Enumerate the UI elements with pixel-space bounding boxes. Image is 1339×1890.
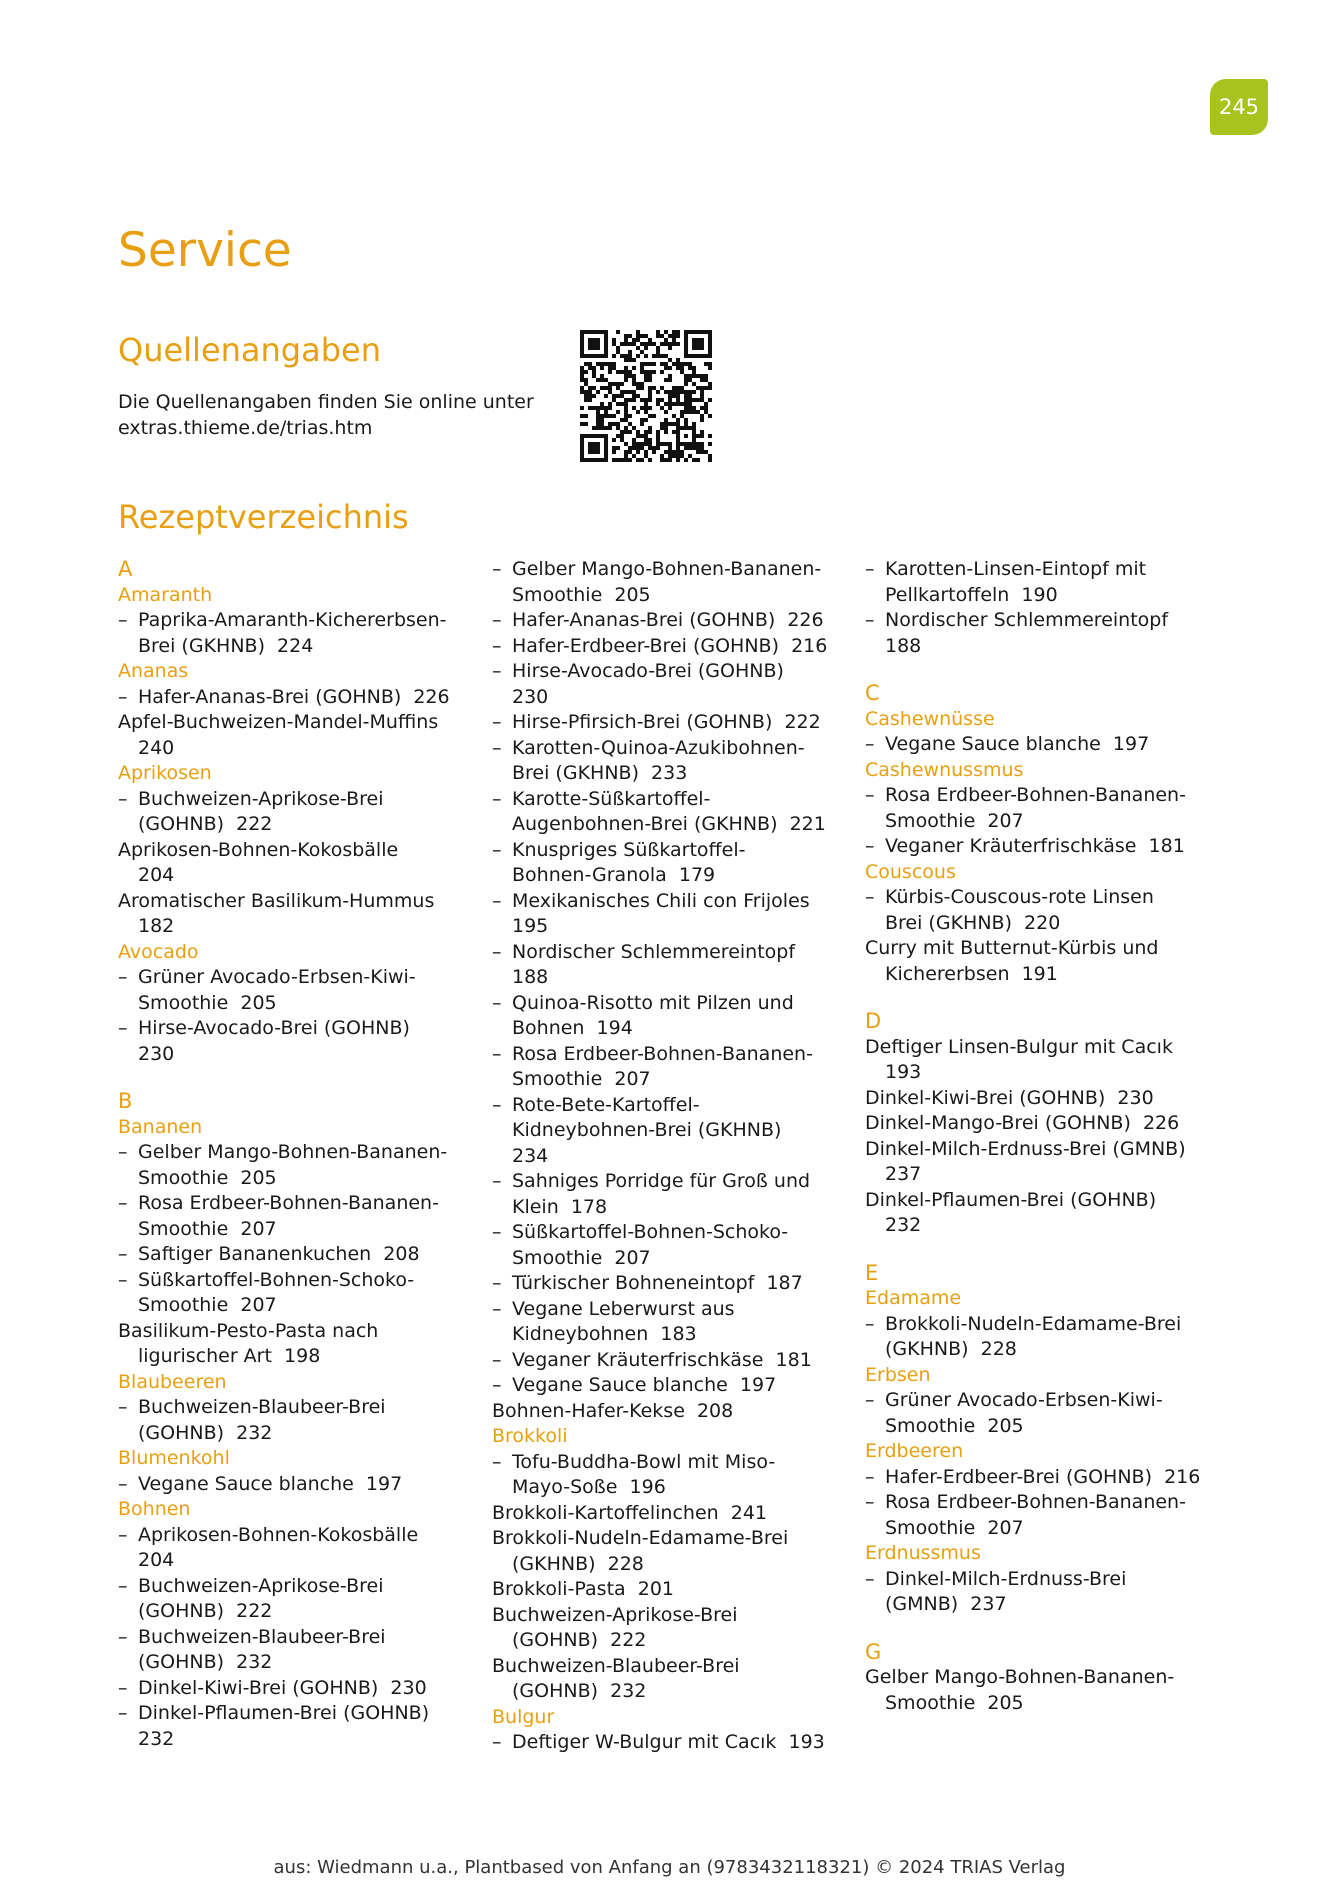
index-keyword: Brokkoli [492, 1425, 568, 1447]
index-keyword: Erdnussmus [865, 1542, 981, 1564]
index-entry-line: Curry mit Butternut-Kürbis und [865, 937, 1159, 959]
index-entry-line: (GOHNB) 222 [512, 1629, 647, 1651]
index-letter: A [118, 557, 133, 581]
index-entry-line: Smoothie 205 [138, 991, 277, 1014]
index-subentry [118, 1523, 478, 1574]
dash-bullet: – [865, 1312, 875, 1335]
index-entry-line: Hafer-Ananas-Brei (GOHNB) 226 [512, 609, 824, 631]
dash-bullet: – [865, 886, 875, 908]
dash-bullet: – [492, 736, 502, 759]
index-entry-line: Brei (GKHNB) 233 [512, 762, 688, 784]
index-entry-line: Dinkel-Pflaumen-Brei (GOHNB) [138, 1702, 430, 1724]
index-entry-line: Vegane Sauce blanche 197 [138, 1472, 403, 1495]
index-subentry [865, 1388, 1225, 1439]
index-heading: Rezeptverzeichnis [118, 498, 409, 536]
index-entry-line: Buchweizen-Blaubeer-Brei [138, 1625, 386, 1648]
index-subentry [865, 1465, 1225, 1491]
index-entry [865, 1188, 1225, 1239]
index-entry-line: (GOHNB) 232 [138, 1421, 273, 1444]
index-entry-line: Quinoa-Risotto mit Pilzen und [512, 991, 794, 1014]
dash-bullet: – [492, 1297, 502, 1320]
index-entry-line: (GOHNB) 232 [138, 1651, 273, 1673]
dash-bullet: – [865, 1491, 875, 1513]
index-keyword: Ananas [118, 660, 189, 682]
index-entry-line: Smoothie 207 [885, 1516, 1024, 1539]
index-subentry [118, 1395, 478, 1446]
index-entry-line: Kidneybohnen-Brei (GKHNB) [512, 1119, 782, 1141]
index-subentry [492, 940, 852, 991]
index-entry-line: Veganer Kräuterfrischkäse 181 [512, 1348, 812, 1371]
index-entry-line: Knuspriges Süßkartoffel- [512, 838, 746, 861]
index-subentry [118, 1016, 478, 1067]
index-subentry [492, 1373, 852, 1399]
index-letter: D [865, 1009, 882, 1033]
index-subentry [492, 1450, 852, 1501]
index-keyword: Avocado [118, 940, 199, 963]
qr-code-icon[interactable] [580, 330, 712, 462]
index-entry-line: Kidneybohnen 183 [512, 1323, 697, 1345]
index-entry-line: 188 [885, 634, 922, 657]
dash-bullet: – [865, 558, 875, 580]
index-keyword: Blaubeeren [118, 1370, 227, 1393]
index-entry-line: Buchweizen-Blaubeer-Brei [492, 1654, 740, 1677]
index-entry-line: Rote-Bete-Kartoffel- [512, 1093, 700, 1116]
index-entry-line: Bohnen-Granola 179 [512, 864, 716, 886]
index-subentry [865, 732, 1225, 758]
index-subentry [118, 1191, 478, 1242]
index-entry-line: Veganer Kräuterfrischkäse 181 [885, 835, 1185, 857]
dash-bullet: – [118, 1625, 128, 1648]
dash-bullet: – [492, 991, 502, 1014]
index-entry-line: Deftiger W-Bulgur mit Cacık 193 [512, 1731, 825, 1753]
index-subentry [492, 634, 852, 660]
index-keyword: Edamame [865, 1287, 962, 1309]
index-keyword: Aprikosen [118, 762, 212, 784]
index-subentry [118, 1268, 478, 1319]
index-keyword: Bulgur [492, 1705, 555, 1728]
index-entry-line: Süßkartoffel-Bohnen-Schoko- [512, 1221, 789, 1243]
index-entry-line: Vegane Leberwurst aus [512, 1297, 735, 1320]
index-subentry [865, 1567, 1225, 1618]
index-entry-line: Rosa Erdbeer-Bohnen-Bananen- [512, 1042, 813, 1065]
index-subentry [492, 1271, 852, 1297]
index-entry-line: 182 [138, 915, 175, 937]
dash-bullet: – [492, 1042, 502, 1065]
index-entry-line: Paprika-Amaranth-Kichererbsen- [138, 609, 447, 631]
index-entry [492, 1501, 852, 1527]
dash-bullet: – [492, 1450, 502, 1473]
index-subentry [118, 1701, 478, 1752]
dash-bullet: – [118, 1141, 128, 1163]
index-entry-line: Buchweizen-Aprikose-Brei [138, 1574, 384, 1597]
index-entry-line: 234 [512, 1144, 549, 1167]
index-subentry [492, 659, 852, 710]
index-entry-line: 240 [138, 736, 175, 759]
index-entry [492, 1603, 852, 1654]
index-entry [865, 936, 1225, 987]
index-entry-line: Buchweizen-Aprikose-Brei [138, 787, 384, 810]
index-entry-line: Tofu-Buddha-Bowl mit Miso- [512, 1450, 776, 1473]
index-entry-line: Smoothie 207 [138, 1294, 277, 1316]
index-entry-line: (GOHNB) 222 [138, 813, 273, 835]
index-entry-line: Vegane Sauce blanche 197 [512, 1374, 777, 1396]
dash-bullet: – [118, 1574, 128, 1597]
dash-bullet: – [118, 1396, 128, 1418]
dash-bullet: – [865, 1389, 875, 1411]
index-entry-line: Vegane Sauce blanche 197 [885, 733, 1150, 755]
index-subentry [118, 965, 478, 1016]
index-column-2 [492, 557, 852, 1756]
dash-bullet: – [492, 1093, 502, 1116]
index-entry-line: 195 [512, 915, 549, 937]
index-entry [865, 1137, 1225, 1188]
index-subentry [492, 838, 852, 889]
dash-bullet: – [118, 1017, 128, 1039]
index-entry-line: Mayo-Soße 196 [512, 1476, 666, 1498]
index-keyword: Couscous [865, 860, 956, 883]
index-entry-line: Nordischer Schlemmereintopf [885, 609, 1169, 631]
dash-bullet: – [492, 838, 502, 861]
index-subentry [118, 1574, 478, 1625]
index-entry [492, 1577, 852, 1603]
index-entry-line: Dinkel-Kiwi-Brei (GOHNB) 230 [865, 1086, 1154, 1109]
index-entry-line: Dinkel-Kiwi-Brei (GOHNB) 230 [138, 1676, 427, 1699]
index-letter: E [865, 1260, 879, 1285]
index-keyword: Erdbeeren [865, 1440, 964, 1462]
index-entry-line: (GKHNB) 228 [885, 1338, 1017, 1360]
index-entry-line: Türkischer Bohneneintopf 187 [512, 1272, 803, 1294]
index-entry-line: Dinkel-Milch-Erdnuss-Brei (GMNB) [865, 1137, 1186, 1160]
index-subentry [492, 736, 852, 787]
index-entry-line: Hirse-Pfirsich-Brei (GOHNB) 222 [512, 711, 821, 733]
dash-bullet: – [865, 784, 875, 806]
index-entry-line: Dinkel-Pflaumen-Brei (GOHNB) [865, 1188, 1157, 1211]
index-entry-line: Buchweizen-Aprikose-Brei [492, 1603, 738, 1626]
index-entry-line: Karotten-Linsen-Eintopf mit [885, 558, 1147, 580]
dash-bullet: – [492, 1731, 502, 1753]
index-entry-line: Brokkoli-Kartoffelinchen 241 [492, 1501, 768, 1524]
index-subentry [492, 1093, 852, 1170]
dash-bullet: – [118, 1192, 128, 1214]
dash-bullet: – [492, 558, 502, 580]
index-entry [865, 1035, 1225, 1086]
index-subentry [118, 685, 478, 711]
index-entry-line: Rosa Erdbeer-Bohnen-Bananen- [885, 1491, 1186, 1513]
index-subentry [118, 1472, 478, 1498]
index-entry-line: (GMNB) 237 [885, 1593, 1007, 1615]
copyright-footer: aus: Wiedmann u.a., Plantbased von Anfang an (9783432118321) © 2024 TRIAS Verlag [273, 1857, 1066, 1878]
index-subentry [865, 557, 1225, 608]
index-entry-line: Mexikanisches Chili con Frijoles [512, 889, 810, 912]
index-entry [492, 1654, 852, 1705]
index-entry-line: (GOHNB) 222 [138, 1600, 273, 1622]
index-entry-line: Rosa Erdbeer-Bohnen-Bananen- [885, 784, 1186, 806]
index-entry-line: Basilikum-Pesto-Pasta nach [118, 1319, 379, 1342]
index-subentry [865, 608, 1225, 659]
sources-text [118, 389, 578, 441]
index-entry-line: Aprikosen-Bohnen-Kokosbälle [138, 1523, 419, 1546]
index-subentry [492, 1730, 852, 1756]
index-entry [118, 838, 478, 889]
index-entry-line: Smoothie 205 [885, 1414, 1024, 1437]
index-entry [118, 710, 478, 761]
dash-bullet: – [492, 1272, 502, 1294]
index-entry-line: Smoothie 205 [512, 583, 651, 606]
dash-bullet: – [118, 685, 128, 708]
index-keyword: Bohnen [118, 1498, 191, 1520]
index-entry-line: ligurischer Art 198 [138, 1345, 321, 1367]
index-subentry [492, 787, 852, 838]
index-entry-line: Klein 178 [512, 1195, 608, 1218]
index-column-3 [865, 557, 1225, 1716]
index-entry-line: Karotten-Quinoa-Azukibohnen- [512, 736, 805, 759]
dash-bullet: – [492, 660, 502, 682]
index-entry-line: 232 [885, 1214, 922, 1236]
index-keyword: Cashewnüsse [865, 707, 995, 730]
index-entry-line: Nordischer Schlemmereintopf [512, 940, 796, 963]
index-entry-line: Brokkoli-Nudeln-Edamame-Brei [492, 1527, 789, 1549]
dash-bullet: – [865, 609, 875, 631]
index-keyword: Amaranth [118, 583, 213, 606]
index-entry-line: Pellkartoffeln 190 [885, 583, 1058, 606]
index-entry-line: Smoothie 205 [885, 1691, 1024, 1714]
index-entry [865, 1665, 1225, 1716]
index-entry-line: Augenbohnen-Brei (GKHNB) 221 [512, 813, 826, 835]
dash-bullet: – [118, 966, 128, 988]
index-column-1 [118, 557, 478, 1752]
index-subentry [118, 608, 478, 659]
index-entry-line: Sahniges Porridge für Groß und [512, 1170, 811, 1192]
index-subentry [865, 783, 1225, 834]
dash-bullet: – [492, 1170, 502, 1192]
index-entry-line: Bohnen-Hafer-Kekse 208 [492, 1399, 734, 1422]
index-subentry [492, 1220, 852, 1271]
index-letter: B [118, 1089, 133, 1113]
index-entry-line: Gelber Mango-Bohnen-Bananen- [138, 1141, 448, 1163]
index-entry-line: Grüner Avocado-Erbsen-Kiwi- [138, 966, 416, 988]
index-subentry [492, 1042, 852, 1093]
index-entry-line: Hafer-Erdbeer-Brei (GOHNB) 216 [885, 1465, 1201, 1488]
index-letter: G [865, 1639, 882, 1664]
index-keyword: Erbsen [865, 1363, 931, 1386]
dash-bullet: – [118, 1243, 128, 1265]
index-entry-line: 230 [512, 685, 549, 708]
dash-bullet: – [865, 1567, 875, 1590]
dash-bullet: – [865, 733, 875, 755]
index-subentry [865, 834, 1225, 860]
dash-bullet: – [118, 1523, 128, 1546]
index-entry [118, 1319, 478, 1370]
dash-bullet: – [865, 1465, 875, 1488]
index-entry-line: Smoothie 207 [512, 1246, 651, 1269]
index-entry-line: 204 [138, 1549, 175, 1571]
index-entry [865, 1111, 1225, 1137]
index-subentry [118, 1242, 478, 1268]
index-entry-line: Dinkel-Milch-Erdnuss-Brei [885, 1567, 1127, 1590]
index-keyword: Bananen [118, 1115, 203, 1138]
dash-bullet: – [492, 609, 502, 631]
index-entry-line: Süßkartoffel-Bohnen-Schoko- [138, 1268, 415, 1291]
index-entry-line: Smoothie 207 [138, 1217, 277, 1240]
dash-bullet: – [492, 889, 502, 912]
index-entry-line: 193 [885, 1061, 922, 1083]
index-subentry [492, 1169, 852, 1220]
index-entry-line: Karotte-Süßkartoffel- [512, 787, 711, 810]
index-entry-line: Saftiger Bananenkuchen 208 [138, 1243, 420, 1265]
index-entry-line: Apfel-Buchweizen-Mandel-Muffins [118, 711, 439, 733]
index-subentry [492, 889, 852, 940]
index-entry-line: Kichererbsen 191 [885, 962, 1058, 985]
index-entry-line: Smoothie 205 [138, 1166, 277, 1189]
index-entry-line: Smoothie 207 [885, 809, 1024, 832]
index-letter: C [865, 681, 880, 705]
index-subentry [492, 710, 852, 736]
dash-bullet: – [118, 1472, 128, 1495]
dash-bullet: – [492, 940, 502, 963]
index-entry-line: Grüner Avocado-Erbsen-Kiwi- [885, 1389, 1163, 1411]
index-subentry [118, 1625, 478, 1676]
index-subentry [865, 885, 1225, 936]
index-entry [118, 889, 478, 940]
index-entry-line: 230 [138, 1042, 175, 1065]
index-entry-line: Deftiger Linsen-Bulgur mit Cacık [865, 1035, 1173, 1058]
sources-line-1: Die Quellenangaben finden Sie online unter [118, 391, 534, 413]
dash-bullet: – [118, 787, 128, 810]
index-entry-line: (GKHNB) 228 [512, 1552, 644, 1575]
index-entry-line: Brokkoli-Nudeln-Edamame-Brei [885, 1312, 1182, 1335]
index-entry-line: Brokkoli-Pasta 201 [492, 1578, 675, 1600]
index-entry-line: Rosa Erdbeer-Bohnen-Bananen- [138, 1192, 439, 1214]
index-subentry [865, 1490, 1225, 1541]
index-entry [492, 1399, 852, 1425]
index-entry-line: Brei (GKHNB) 220 [885, 911, 1061, 934]
dash-bullet: – [118, 1676, 128, 1699]
index-subentry [118, 1676, 478, 1702]
index-subentry [492, 1348, 852, 1374]
sources-line-2: extras.thieme.de/trias.htm [118, 417, 373, 439]
index-entry-line: Gelber Mango-Bohnen-Bananen- [865, 1666, 1175, 1688]
index-entry [865, 1086, 1225, 1112]
index-entry-line: Hirse-Avocado-Brei (GOHNB) [138, 1017, 410, 1039]
dash-bullet: – [492, 1348, 502, 1371]
dash-bullet: – [118, 609, 128, 631]
index-entry-line: Kürbis-Couscous-rote Linsen [885, 886, 1154, 908]
sources-heading: Quellenangaben [118, 331, 381, 369]
dash-bullet: – [492, 711, 502, 733]
dash-bullet: – [492, 634, 502, 657]
index-subentry [118, 787, 478, 838]
index-entry [492, 1526, 852, 1577]
index-entry-line: 188 [512, 966, 549, 988]
dash-bullet: – [118, 1702, 128, 1724]
index-entry-line: Buchweizen-Blaubeer-Brei [138, 1396, 386, 1418]
page-number-badge: 245 [1210, 79, 1268, 135]
dash-bullet: – [492, 1221, 502, 1243]
index-entry-line: (GOHNB) 232 [512, 1680, 647, 1702]
dash-bullet: – [865, 835, 875, 857]
index-entry-line: Hafer-Ananas-Brei (GOHNB) 226 [138, 685, 450, 708]
index-entry-line: Dinkel-Mango-Brei (GOHNB) 226 [865, 1112, 1180, 1134]
index-entry-line: Gelber Mango-Bohnen-Bananen- [512, 558, 822, 580]
index-entry-line: Aromatischer Basilikum-Hummus [118, 889, 435, 912]
index-entry-line: 232 [138, 1727, 175, 1750]
section-title: Service [118, 223, 292, 278]
dash-bullet: – [492, 787, 502, 810]
index-entry-line: Brei (GKHNB) 224 [138, 634, 314, 657]
index-subentry [865, 1312, 1225, 1363]
index-subentry [492, 991, 852, 1042]
index-subentry [492, 557, 852, 608]
index-entry-line: 237 [885, 1163, 922, 1185]
index-entry-line: Hirse-Avocado-Brei (GOHNB) [512, 660, 784, 682]
index-entry-line: Aprikosen-Bohnen-Kokosbälle [118, 838, 399, 861]
index-entry-line: Smoothie 207 [512, 1068, 651, 1090]
dash-bullet: – [118, 1268, 128, 1291]
index-keyword: Cashewnussmus [865, 758, 1024, 781]
index-subentry [492, 608, 852, 634]
dash-bullet: – [492, 1374, 502, 1396]
index-keyword: Blumenkohl [118, 1447, 230, 1469]
index-entry-line: Hafer-Erdbeer-Brei (GOHNB) 216 [512, 634, 828, 657]
index-subentry [492, 1297, 852, 1348]
index-entry-line: 204 [138, 864, 175, 886]
index-subentry [118, 1140, 478, 1191]
index-entry-line: Bohnen 194 [512, 1017, 633, 1039]
